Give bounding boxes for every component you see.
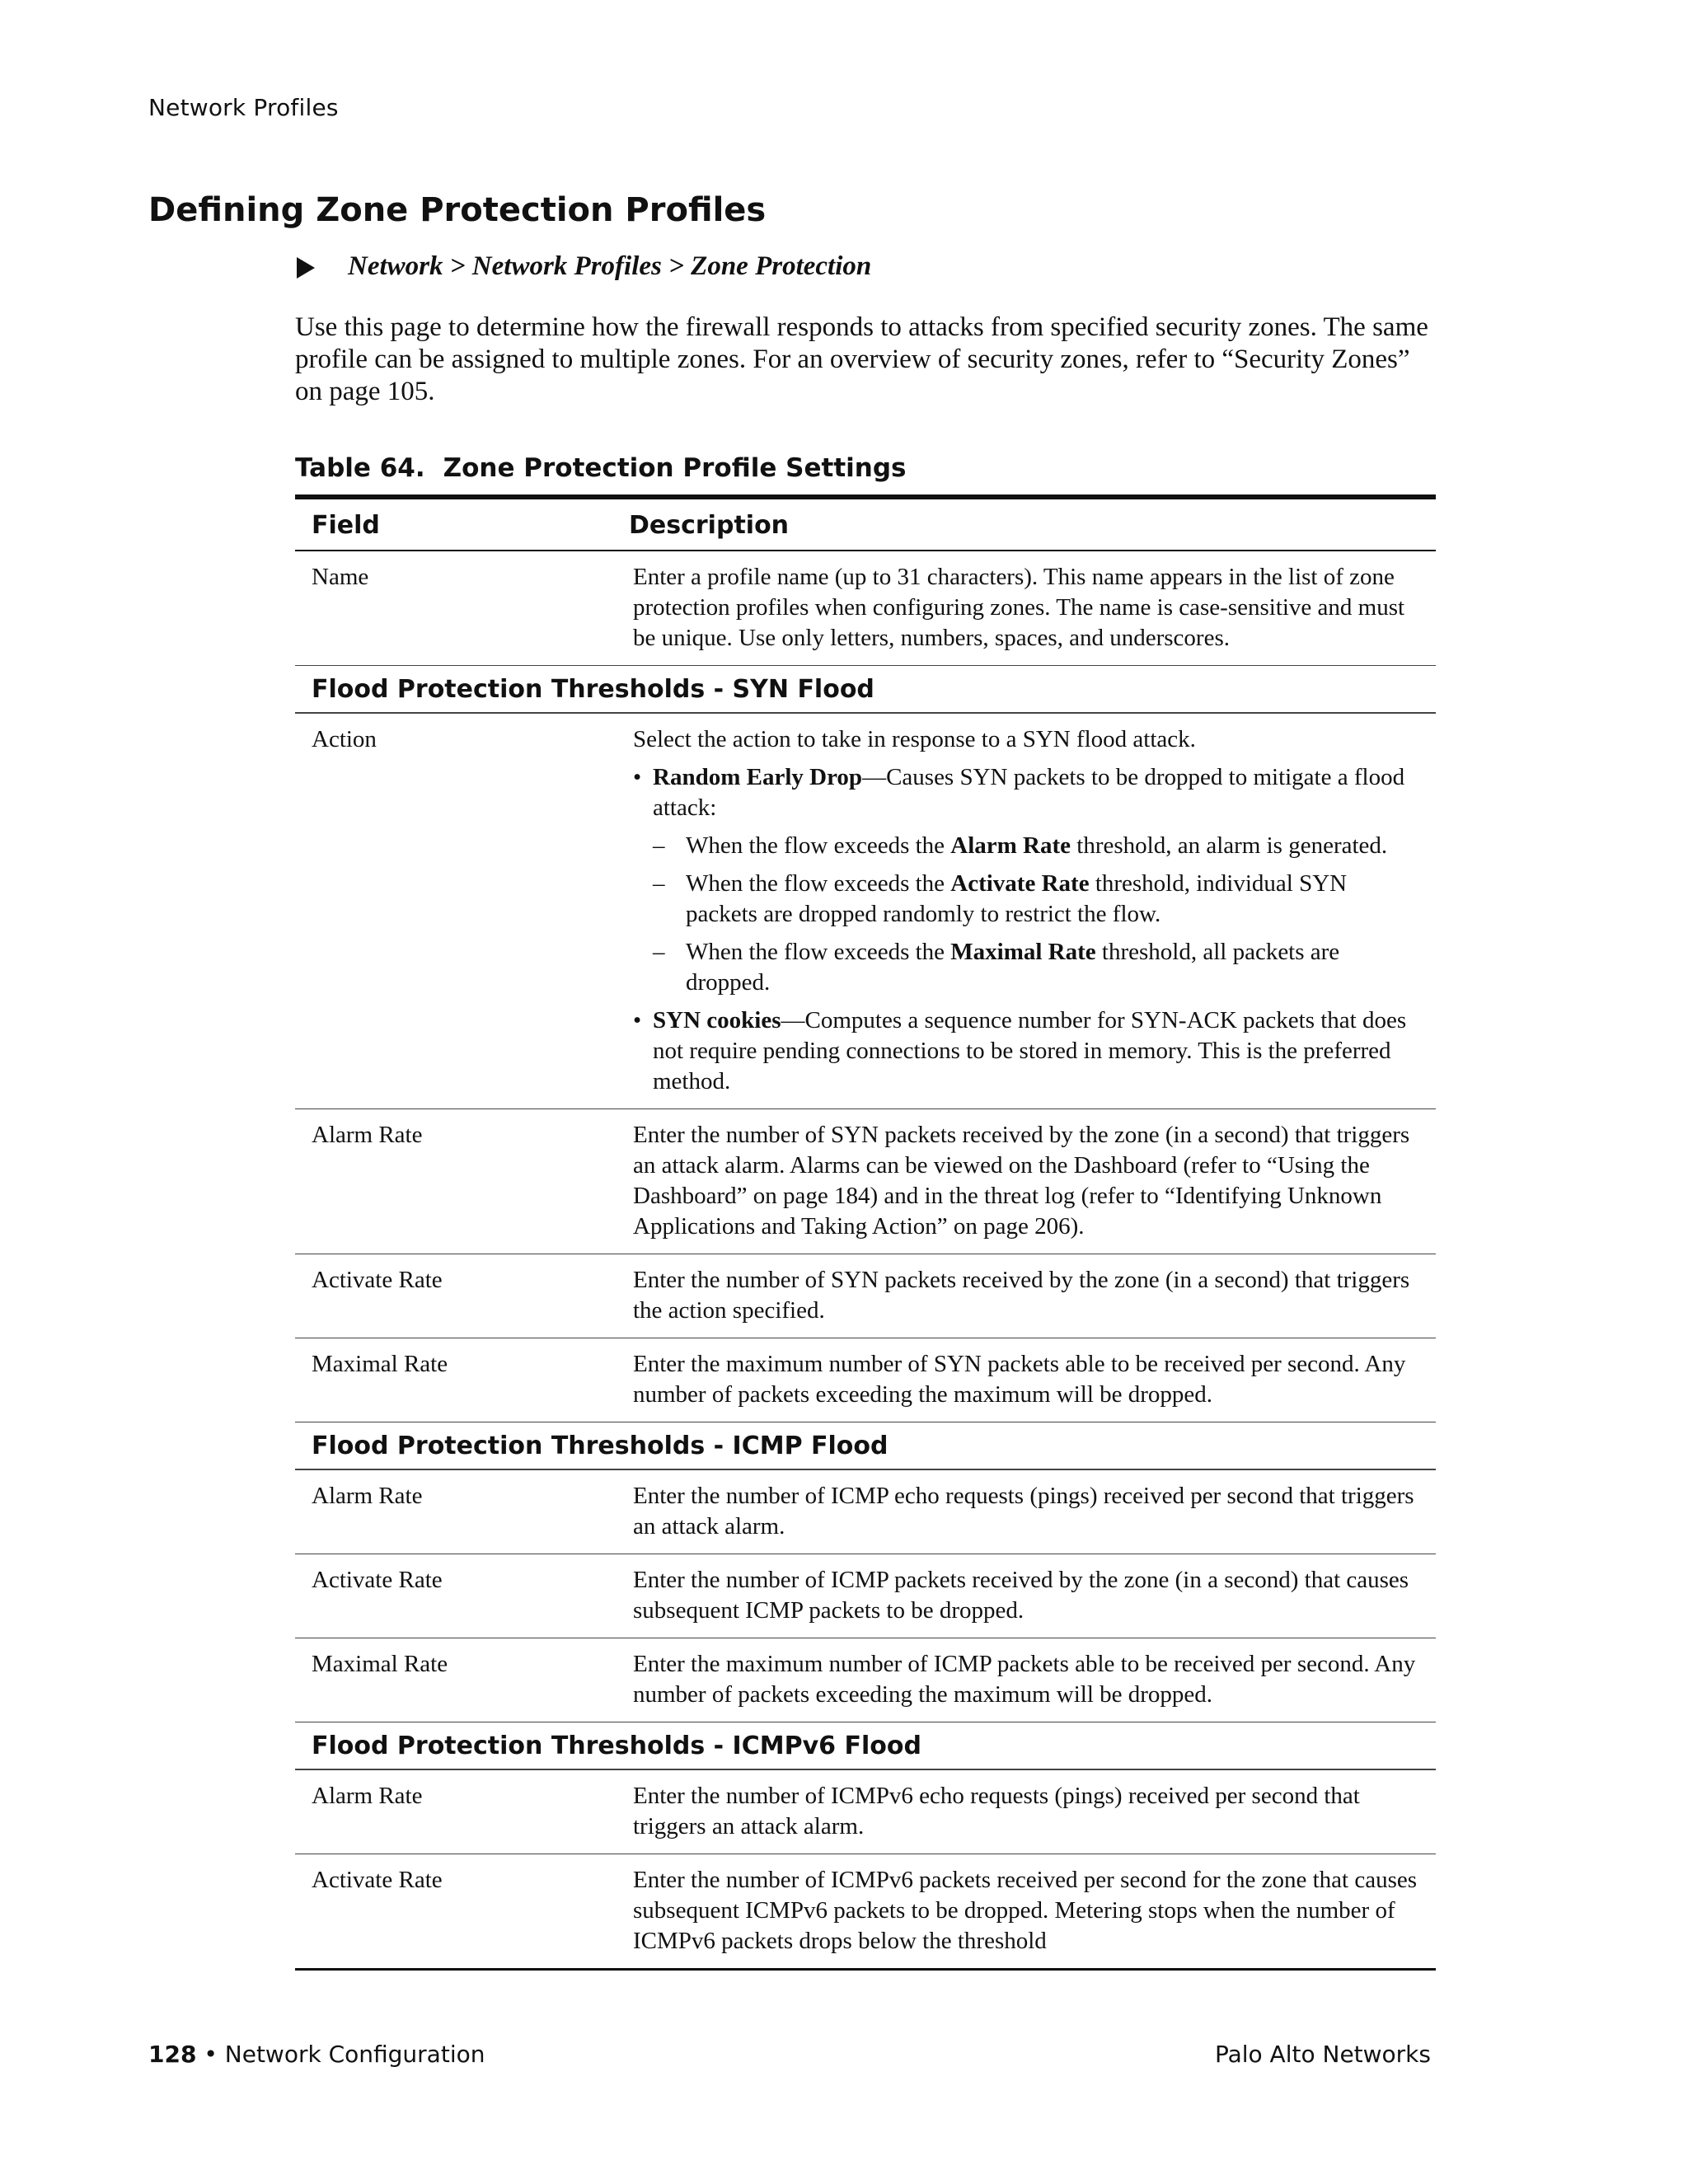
- field-name: Alarm Rate: [295, 1769, 612, 1854]
- table-row: [295, 1854, 1436, 1970]
- table-caption-number: Table 64.: [295, 453, 425, 483]
- navigation-path-text: Network > Network Profiles > Zone Protection: [348, 251, 872, 281]
- zone-protection-settings-table: [295, 494, 1436, 1971]
- triangle-right-icon: [297, 257, 315, 279]
- field-name: Activate Rate: [295, 1254, 612, 1338]
- navigation-path: [295, 251, 871, 282]
- table-row: [295, 1469, 1436, 1554]
- field-name: Alarm Rate: [295, 1469, 612, 1554]
- page-number: 128: [148, 2041, 197, 2068]
- list-item: • Random Early Drop—Causes SYN packets to be dropped to mitigate a flood attack:: [633, 762, 1419, 823]
- table-caption: [295, 453, 906, 483]
- list-item: – When the flow exceeds the Alarm Rate threshold, an alarm is generated.: [633, 831, 1419, 861]
- section-heading-icmpv6-flood: Flood Protection Thresholds - ICMPv6 Flood: [295, 1722, 1436, 1770]
- field-name: Action: [295, 713, 612, 1109]
- footer-separator: •: [196, 2041, 225, 2068]
- field-description: Enter a profile name (up to 31 characters). This name appears in the list of zone protection profiles when configuring zones. The name is case-sensitive and must be unique. Use only letters, numbers, spaces, and underscores.: [612, 551, 1436, 666]
- section-heading-syn-flood: Flood Protection Thresholds - SYN Flood: [295, 666, 1436, 714]
- field-name: Activate Rate: [312, 1867, 443, 1893]
- table-row: [295, 551, 1436, 666]
- field-name: Maximal Rate: [295, 1638, 612, 1722]
- section-row: [295, 1722, 1436, 1770]
- table-caption-title: Zone Protection Profile Settings: [443, 453, 907, 483]
- field-name: Alarm Rate: [295, 1109, 612, 1254]
- footer-section: Network Configuration: [224, 2041, 485, 2068]
- column-header-field: Field: [295, 497, 612, 551]
- field-description: Enter the number of SYN packets received by the zone (in a second) that triggers the action specified.: [612, 1254, 1436, 1338]
- field-description: Enter the number of ICMP packets received by the zone (in a second) that causes subsequent ICMP packets to be dropped.: [612, 1554, 1436, 1638]
- footer-company: Palo Alto Networks: [1214, 2041, 1431, 2068]
- list-item: – When the flow exceeds the Activate Rate threshold, individual SYN packets are dropped randomly to restrict the flow.: [633, 869, 1419, 930]
- running-header: Network Profiles: [148, 94, 339, 121]
- table-row: [295, 713, 1436, 1109]
- table-row: [295, 1638, 1436, 1722]
- table-row: [295, 1109, 1436, 1254]
- field-description: Enter the number of ICMPv6 packets received per second for the zone that causes subsequent ICMPv6 packets to be dropped. Metering stops when the number of ICMPv6 packets drops below the threshold: [633, 1867, 1418, 1954]
- field-name: Name: [295, 551, 612, 666]
- field-name: Activate Rate: [295, 1554, 612, 1638]
- field-description: Enter the maximum number of ICMP packets able to be received per second. Any number of packets exceeding the maximum will be dropped.: [612, 1638, 1436, 1722]
- intro-paragraph: Use this page to determine how the firewall responds to attacks from specified security zones. The same profile can be assigned to multiple zones. For an overview of security zones, refer to “Security Zones” on page 105.: [295, 312, 1428, 406]
- list-item: • SYN cookies—Computes a sequence number for SYN-ACK packets that does not require pending connections to be stored in memory. This is the preferred method.: [633, 1005, 1419, 1097]
- field-description: [612, 713, 1436, 1109]
- list-item: – When the flow exceeds the Maximal Rate threshold, all packets are dropped.: [633, 937, 1419, 998]
- field-name: Maximal Rate: [295, 1338, 612, 1422]
- section-row: [295, 1422, 1436, 1470]
- table-row: [295, 1338, 1436, 1422]
- field-description: Enter the number of SYN packets received by the zone (in a second) that triggers an attack alarm. Alarms can be viewed on the Dashboard (refer to “Using the Dashboard” on page 184) and in the threat log (refer to “Identifying Unknown Applications and Taking Action” on page 206).: [612, 1109, 1436, 1254]
- field-description: Enter the number of ICMP echo requests (pings) received per second that triggers an attack alarm.: [612, 1469, 1436, 1554]
- field-description: Enter the maximum number of SYN packets able to be received per second. Any number of packets exceeding the maximum will be dropped.: [612, 1338, 1436, 1422]
- table-header-row: [295, 497, 1436, 551]
- column-header-description: Description: [612, 497, 1436, 551]
- footer-left: [148, 2041, 485, 2068]
- option-name: SYN cookies: [653, 1007, 781, 1033]
- table-row: [295, 1769, 1436, 1854]
- section-row: [295, 666, 1436, 714]
- option-name: Random Early Drop: [653, 764, 863, 790]
- field-description: Enter the number of ICMPv6 echo requests (pings) received per second that triggers an attack alarm.: [612, 1769, 1436, 1854]
- section-heading-icmp-flood: Flood Protection Thresholds - ICMP Flood: [295, 1422, 1436, 1470]
- table-row: [295, 1554, 1436, 1638]
- table-row: [295, 1254, 1436, 1338]
- action-intro: Select the action to take in response to a SYN flood attack.: [633, 726, 1196, 752]
- page-title: Defining Zone Protection Profiles: [148, 191, 767, 229]
